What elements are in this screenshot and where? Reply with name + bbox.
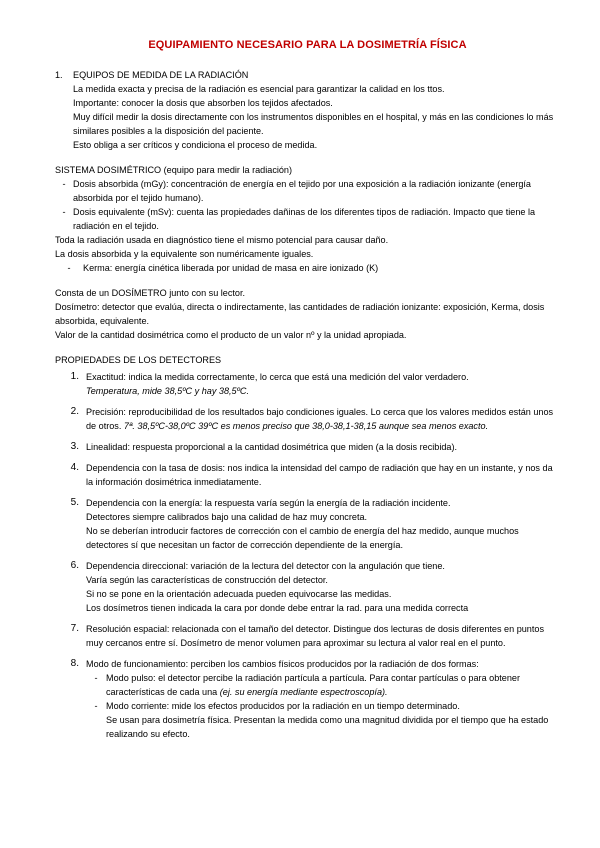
item-detail: Detectores siempre calibrados bajo una calidad de haz muy concreta. xyxy=(86,512,368,522)
dosimetro-block xyxy=(55,286,560,342)
list-item-text: Dosis equivalente (mSv): cuenta las propiedades dañinas de los diferentes tipos de radiación. Impacto que tiene la radiación en el tejido. xyxy=(73,207,536,231)
item-detail: Si no se pone en la orientación adecuada pueden equivocarse las medidas. xyxy=(86,589,392,599)
item-text: Exactitud: indica la medida correctamente, lo cerca que está una medición del valor verdadero. xyxy=(86,372,469,382)
bullet-list xyxy=(55,177,560,233)
list-item-text: Kerma: energía cinética liberada por unidad de masa en aire ionizado (K) xyxy=(83,263,379,273)
item-number: 7. xyxy=(70,623,79,634)
item-number: 1. xyxy=(70,371,79,382)
item-number: 5. xyxy=(70,497,79,508)
paragraph: Valor de la cantidad dosimétrica como el producto de un valor nº y la unidad apropiada. xyxy=(55,330,407,340)
section-title: EQUIPOS DE MEDIDA DE LA RADIACIÓN xyxy=(73,70,249,80)
sub-list xyxy=(86,671,560,741)
item-number: 3. xyxy=(70,441,79,452)
dash-bullet: - xyxy=(94,701,98,711)
paragraph: Importante: conocer la dosis que absorben los tejidos afectados. xyxy=(73,98,333,108)
item-number: 4. xyxy=(70,462,79,473)
section-heading xyxy=(55,68,560,82)
sub-item-example: (ej. su energía mediante espectroscopía). xyxy=(219,687,388,697)
dash-bullet: - xyxy=(94,673,98,683)
paragraph: La dosis absorbida y la equivalente son numéricamente iguales. xyxy=(55,249,314,259)
paragraph: La medida exacta y precisa de la radiación es esencial para garantizar la calidad en los ttos. xyxy=(73,84,445,94)
list-item xyxy=(55,496,560,552)
sub-item-text: Modo corriente: mide los efectos producidos por la radiación en un tiempo determinado. xyxy=(106,701,460,711)
list-item xyxy=(55,177,560,205)
paragraph: Muy difícil medir la dosis directamente con los instrumentos disponibles en el hospital, y más en las condiciones lo más similares posibles a la disposición del paciente. xyxy=(73,112,554,136)
item-text: Linealidad: respuesta proporcional a la cantidad dosimétrica que miden (a la dosis recibida). xyxy=(86,442,458,452)
list-item xyxy=(55,370,560,398)
item-number: 8. xyxy=(70,658,79,669)
list-item xyxy=(55,461,560,489)
page-title: EQUIPAMIENTO NECESARIO PARA LA DOSIMETRÍA FÍSICA xyxy=(148,39,467,51)
list-item xyxy=(55,440,560,454)
section-number: 1. xyxy=(55,70,63,80)
paragraph: Consta de un DOSÍMETRO junto con su lector. xyxy=(55,288,246,298)
item-text: Resolución espacial: relacionada con el tamaño del detector. Distingue dos lecturas de dosis diferentes en puntos muy cercanos entre sí. Dosímetro de menor volumen para aproximar su lectura al valor real en el punto. xyxy=(86,624,544,648)
list-item xyxy=(55,622,560,650)
subsection-heading: SISTEMA DOSIMÉTRICO (equipo para medir la radiación) xyxy=(55,165,293,175)
item-text: Dependencia con la energía: la respuesta varía según la energía de la radiación incidente. xyxy=(86,498,451,508)
item-text: Precisión: reproducibilidad de los resultados bajo condiciones iguales. Lo cerca que los valores medidos están unos de otros. xyxy=(86,407,554,431)
item-detail: Varía según las características de construcción del detector. xyxy=(86,575,328,585)
item-detail: No se deberían introducir factores de corrección con el cambio de energía del haz medido, aunque muchos detectores sí que necesitan un factor de corrección dependiente de la energía. xyxy=(86,526,519,550)
list-item xyxy=(55,261,560,275)
list-item xyxy=(55,205,560,233)
item-detail: Los dosímetros tienen indicada la cara por donde debe entrar la rad. para una medida correcta xyxy=(86,603,469,613)
item-text: Dependencia con la tasa de dosis: nos indica la intensidad del campo de radiación que hay en un instante, y nos da la información dosimétrica inmediatamente. xyxy=(86,463,553,487)
list-item xyxy=(55,559,560,615)
item-text: Dependencia direccional: variación de la lectura del detector con la angulación que tiene. xyxy=(86,561,445,571)
list-item-text: Dosis absorbida (mGy): concentración de energía en el tejido por una exposición a la radiación ionizante (energía absorbida por el tejido humano). xyxy=(73,179,531,203)
paragraph: Dosímetro: detector que evalúa, directa o indirectamente, las cantidades de radiación ionizante: exposición, Kerma, dosis absorbida, equivalente. xyxy=(55,302,545,326)
section-intro xyxy=(55,82,560,152)
sub-item-text: Modo pulso: el detector percibe la radiación partícula a partícula. Para contar partículas o para obtener características de cada una xyxy=(106,673,521,697)
sub-list-item xyxy=(86,671,560,699)
numbered-list xyxy=(55,370,560,741)
bullet-list xyxy=(55,261,560,275)
dash-bullet: - xyxy=(62,179,66,189)
sistema-dosimetrico xyxy=(55,163,560,275)
item-example: 7ª. 38,5ºC-38,0ºC 39ºC es menos preciso que 38,0-38,1-38,15 aunque sea menos exacto. xyxy=(123,421,489,431)
list-item xyxy=(55,405,560,433)
dash-bullet: - xyxy=(62,207,66,217)
paragraph: Esto obliga a ser críticos y condiciona el proceso de medida. xyxy=(73,140,318,150)
sub-list-item xyxy=(86,699,560,741)
item-text: Modo de funcionamiento: perciben los cambios físicos producidos por la radiación de dos formas: xyxy=(86,659,479,669)
list-item xyxy=(55,657,560,741)
dash-bullet: - xyxy=(67,263,71,273)
item-number: 6. xyxy=(70,560,79,571)
propiedades-detectores xyxy=(55,353,560,741)
item-example: Temperatura, mide 38,5ºC y hay 38,5ºC. xyxy=(86,386,250,396)
sub-item-detail: Se usan para dosimetría física. Presentan la medida como una magnitud dividida por el tiempo que ha estado realizando su efecto. xyxy=(106,715,549,739)
item-number: 2. xyxy=(70,406,79,417)
paragraph: Toda la radiación usada en diagnóstico tiene el mismo potencial para causar daño. xyxy=(55,235,389,245)
subsection-heading: PROPIEDADES DE LOS DETECTORES xyxy=(55,355,222,365)
